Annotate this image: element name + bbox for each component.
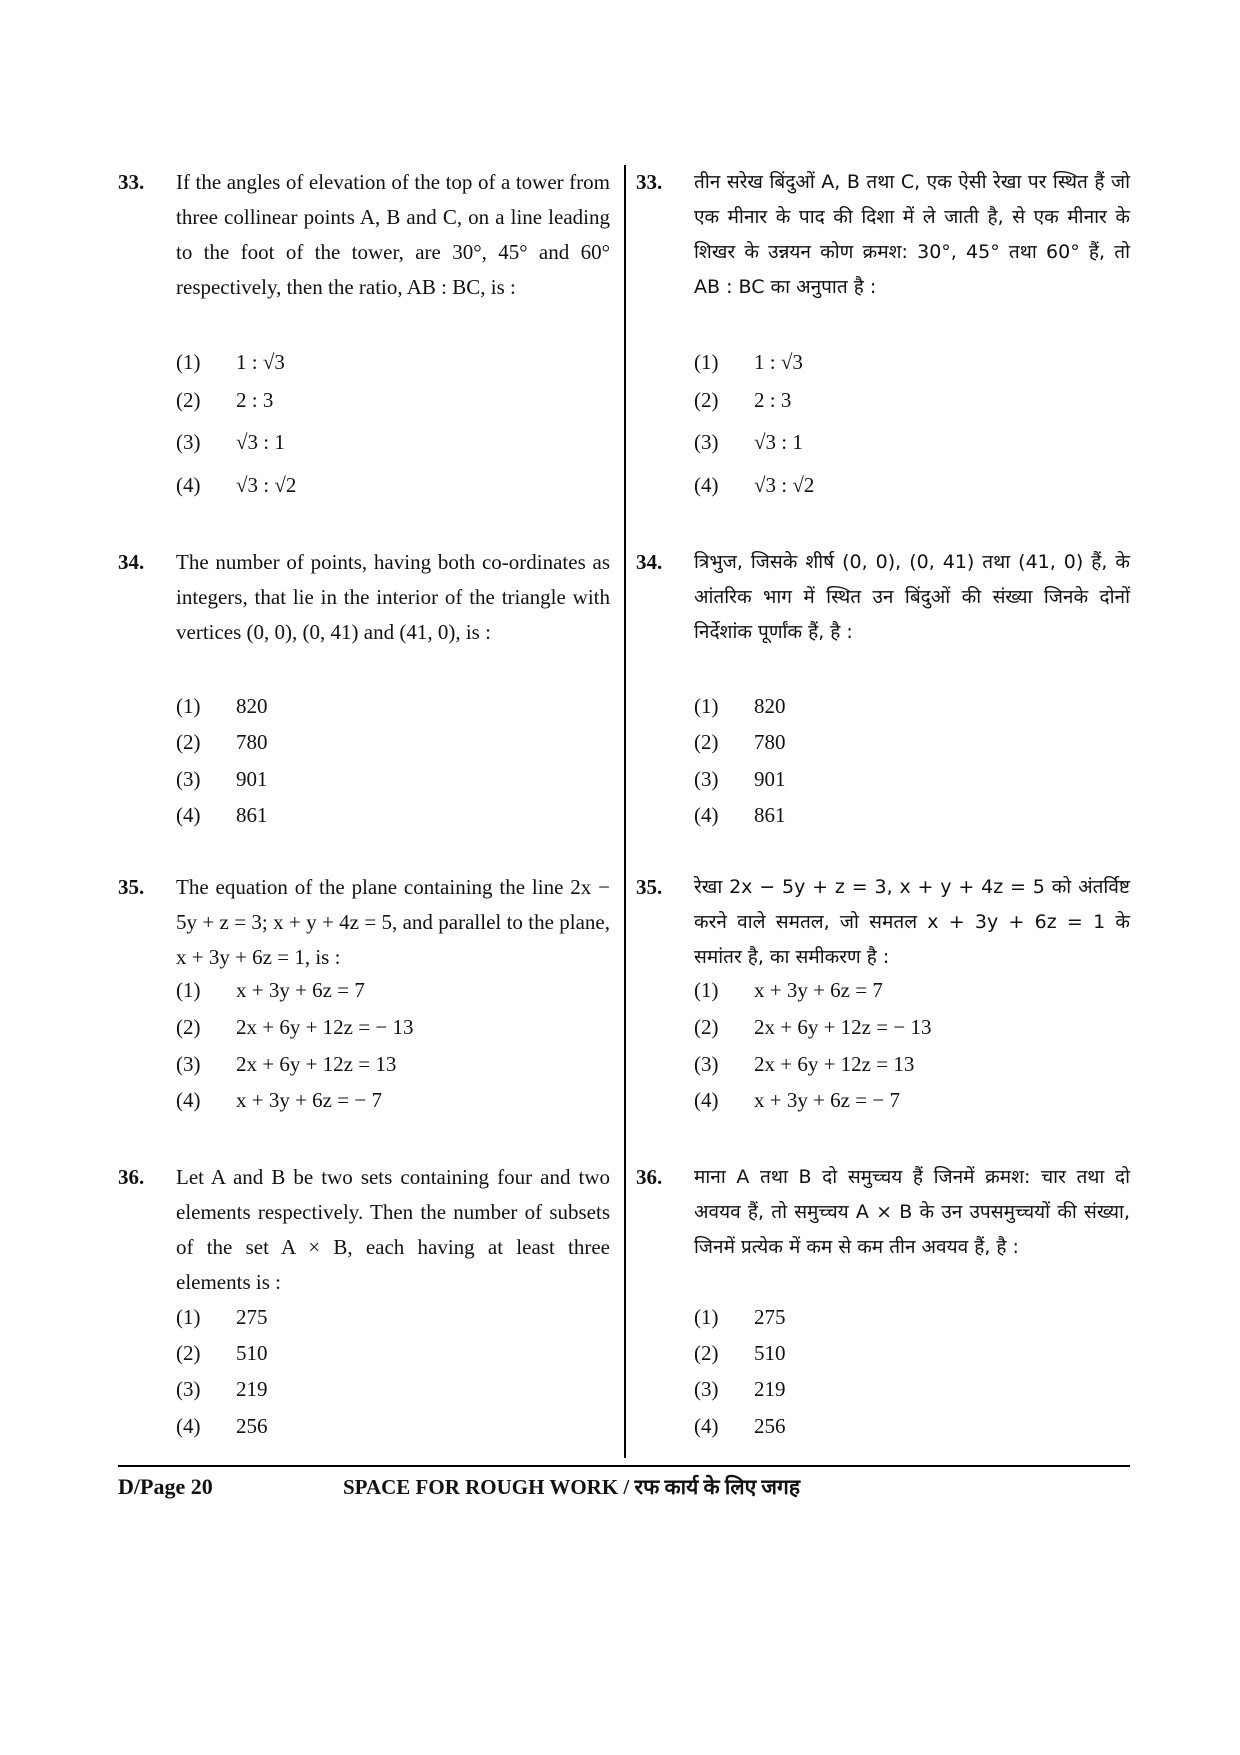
option-3: (3) 219 <box>694 1377 786 1401</box>
question-text: माना A तथा B दो समुच्चय हैं जिनमें क्रमश: चार तथा दो अवयव हैं, तो समुच्चय A × B के उन उपसमुच्चयों की संख्या, जिनमें प्रत्येक में कम से कम तीन अवयव हैं, है : <box>694 1166 1130 1258</box>
question-number: 34. <box>636 550 663 574</box>
question-number: 36. <box>118 1165 145 1189</box>
option-1: (1) x + 3y + 6z = 7 <box>176 978 365 1002</box>
question-text: तीन सरेख बिंदुओं A, B तथा C, एक ऐसी रेखा पर स्थित हैं जो एक मीनार के पाद की दिशा में ले जाती है, से एक मीनार के शिखर के उन्नयन कोण क्रमश: 30°, 45° तथा 60° हैं, तो AB : BC का अनुपात है : <box>694 171 1130 298</box>
option-1: (1) 820 <box>694 694 786 718</box>
option-2: (2) 2 : 3 <box>176 388 274 412</box>
question-number: 35. <box>636 875 663 899</box>
option-4: (4) 861 <box>176 803 268 827</box>
option-1: (1) 275 <box>176 1305 268 1329</box>
question-text: If the angles of elevation of the top of a tower from three collinear points A, B and C, on a line leading to the foot of the tower, are 30°, 45° and 60° respectively, then the ratio, AB : BC, is : <box>176 170 610 299</box>
option-4: (4) x + 3y + 6z = − 7 <box>176 1088 382 1112</box>
option-1: (1) 275 <box>694 1305 786 1329</box>
column-divider <box>624 165 626 1458</box>
option-4: (4) x + 3y + 6z = − 7 <box>694 1088 900 1112</box>
option-2: (2) 2x + 6y + 12z = − 13 <box>694 1015 932 1039</box>
option-4: (4) 256 <box>176 1414 268 1438</box>
option-3: (3) √3 : 1 <box>694 430 803 454</box>
option-2: (2) 2x + 6y + 12z = − 13 <box>176 1015 414 1039</box>
option-3: (3) √3 : 1 <box>176 430 285 454</box>
option-1: (1) 820 <box>176 694 268 718</box>
page-number: D/Page 20 <box>118 1474 213 1499</box>
rough-work-label: SPACE FOR ROUGH WORK / रफ कार्य के लिए जगह <box>343 1475 800 1499</box>
question-number: 36. <box>636 1165 663 1189</box>
option-1: (1) 1 : √3 <box>176 350 285 374</box>
question-number: 34. <box>118 550 145 574</box>
footer-rule <box>118 1465 1130 1467</box>
question-text: The number of points, having both co-ordinates as integers, that lie in the interior of the triangle with vertices (0, 0), (0, 41) and (41, 0), is : <box>176 550 610 644</box>
question-text: The equation of the plane containing the line 2x − 5y + z = 3; x + y + 4z = 5, and parallel to the plane, x + 3y + 6z = 1, is : <box>176 875 610 969</box>
option-4: (4) √3 : √2 <box>176 473 297 497</box>
option-2: (2) 780 <box>694 730 786 754</box>
option-3: (3) 901 <box>176 767 268 791</box>
option-3: (3) 219 <box>176 1377 268 1401</box>
option-2: (2) 780 <box>176 730 268 754</box>
option-1: (1) x + 3y + 6z = 7 <box>694 978 883 1002</box>
option-3: (3) 2x + 6y + 12z = 13 <box>694 1052 915 1076</box>
question-number: 33. <box>636 170 663 194</box>
option-3: (3) 901 <box>694 767 786 791</box>
option-4: (4) 861 <box>694 803 786 827</box>
option-2: (2) 510 <box>176 1341 268 1365</box>
option-4: (4) 256 <box>694 1414 786 1438</box>
option-3: (3) 2x + 6y + 12z = 13 <box>176 1052 397 1076</box>
question-number: 35. <box>118 875 145 899</box>
question-text: त्रिभुज, जिसके शीर्ष (0, 0), (0, 41) तथा (41, 0) हैं, के आंतरिक भाग में स्थित उन बिंदुओं की संख्या जिनके दोनों निर्देशांक पूर्णांक हैं, है : <box>694 551 1130 643</box>
option-4: (4) √3 : √2 <box>694 473 815 497</box>
option-2: (2) 2 : 3 <box>694 388 792 412</box>
question-text: Let A and B be two sets containing four and two elements respectively. Then the number of subsets of the set A × B, each having at least three elements is : <box>176 1165 610 1294</box>
option-2: (2) 510 <box>694 1341 786 1365</box>
question-text: रेखा 2x − 5y + z = 3, x + y + 4z = 5 को अंतर्विष्ट करने वाले समतल, जो समतल x + 3y + 6z = 1 के समांतर है, का समीकरण है : <box>694 876 1130 968</box>
option-1: (1) 1 : √3 <box>694 350 803 374</box>
question-number: 33. <box>118 170 145 194</box>
